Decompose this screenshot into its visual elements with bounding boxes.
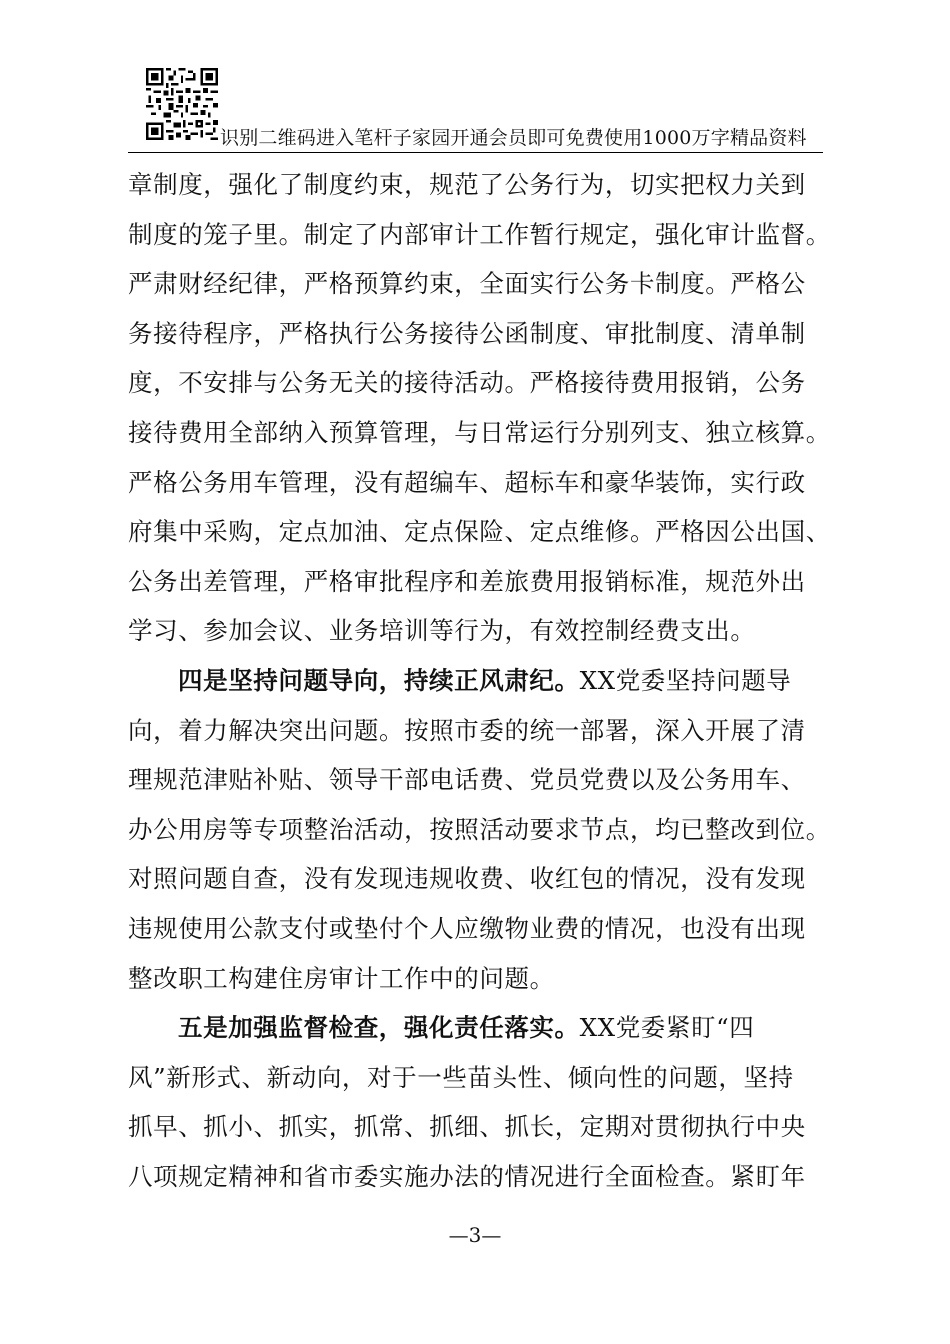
text-line: 风”新形式、新动向，对于一些苗头性、倾向性的问题，坚持 [128,1062,794,1092]
header-promo-text: 识别二维码进入笔杆子家园开通会员即可免费使用1000万字精品资料 [220,127,807,149]
document-body [128,160,831,1201]
text-line: 学习、参加会议、业务培训等行为，有效控制经费支出。 [128,616,756,646]
paragraph-5-first-line [128,1003,828,1053]
text-line: 整改职工构建住房审计工作中的问题。 [128,963,555,993]
page-header [128,66,823,153]
section-heading-5: 五是加强监督检查，强化责任落实。 [178,1013,580,1043]
paragraph-4-first-line [128,656,828,706]
text-line: 严格公务用车管理，没有超编车、超标车和豪华装饰，实行政 [128,467,806,497]
text-line: 公务出差管理，严格审批程序和差旅费用报销标准，规范外出 [128,566,806,596]
section-heading-4: 四是坚持问题导向，持续正风肃纪。 [178,665,580,695]
text-line: 抓早、抓小、抓实，抓常、抓细、抓长，定期对贯彻执行中央 [128,1112,806,1142]
text-span: XX党委紧盯“四 [579,1013,755,1043]
text-line: 对照问题自查，没有发现违规收费、收红包的情况，没有发现 [128,864,806,894]
text-line: 府集中采购，定点加油、定点保险、定点维修。严格因公出国、 [128,517,831,547]
text-line: 务接待程序，严格执行公务接待公函制度、审批制度、清单制 [128,318,806,348]
text-line: 制度的笼子里。制定了内部审计工作暂行规定，强化审计监督。 [128,219,831,249]
text-span: XX党委坚持问题导 [579,665,792,695]
text-line: 接待费用全部纳入预算管理，与日常运行分别列支、独立核算。 [128,417,831,447]
text-line: 向，着力解决突出问题。按照市委的统一部署，深入开展了清 [128,715,806,745]
text-line: 违规使用公款支付或垫付个人应缴物业费的情况，也没有出现 [128,913,806,943]
text-line: 办公用房等专项整治活动，按照活动要求节点，均已整改到位。 [128,814,831,844]
text-line: 严肃财经纪律，严格预算约束，全面实行公务卡制度。严格公 [128,269,806,299]
text-line: 理规范津贴补贴、领导干部电话费、党员党费以及公务用车、 [128,765,806,795]
page-number: —3— [448,1223,502,1247]
text-line: 章制度，强化了制度约束，规范了公务行为，切实把权力关到 [128,170,806,199]
qr-code-icon [146,68,218,140]
text-line: 度，不安排与公务无关的接待活动。严格接待费用报销，公务 [128,368,806,398]
text-line: 八项规定精神和省市委实施办法的情况进行全面检查。紧盯年 [128,1161,806,1191]
